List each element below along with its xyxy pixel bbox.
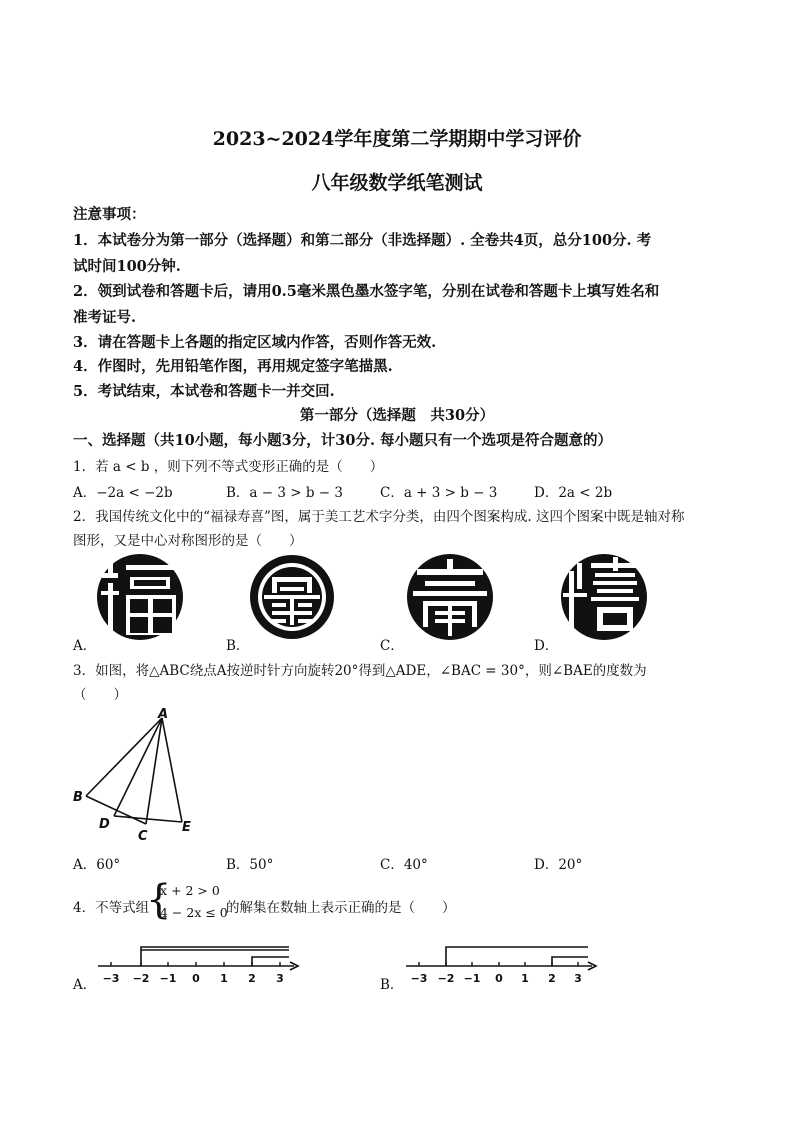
section-heading: 一、选择题（共10小题，每小题3分，计30分. 每小题只有一个选项是符合题意的） xyxy=(73,432,613,449)
tick-label: 0 xyxy=(495,972,503,985)
question-4-prefix: 4．不等式组 xyxy=(73,900,150,916)
tick-label: −2 xyxy=(437,972,455,985)
note-line: 3．请在答题卡上各题的指定区域内作答，否则作答无效. xyxy=(73,334,437,351)
notes-heading: 注意事项： xyxy=(73,206,146,223)
tick-label: 2 xyxy=(248,972,256,985)
note-line: 2．领到试卷和答题卡后，请用0.5毫米黑色墨水签字笔，分别在试卷和答题卡上填写姓名和 xyxy=(73,283,660,300)
q2-option-d: D． xyxy=(534,638,559,654)
rotation-triangle-figure xyxy=(70,704,200,846)
note-line: 5．考试结束，本试卷和答题卡一并交回. xyxy=(73,383,335,400)
q1-option-c: C．a + 3 > b − 3 xyxy=(380,485,498,501)
system-line-2: 4 − 2x ≤ 0 xyxy=(160,905,228,920)
vertex-label-b: B xyxy=(73,790,83,805)
tick-label: 3 xyxy=(276,972,284,985)
number-line-a xyxy=(94,940,306,990)
q3-option-a: A．60° xyxy=(73,857,121,873)
q1-option-b: B．a − 3 > b − 3 xyxy=(226,485,343,501)
exam-subtitle: 八年级数学纸笔测试 xyxy=(311,172,483,194)
question-3-stem: 3．如图，将△ABC绕点A按逆时针方向旋转20°得到△ADE，∠BAC = 30°，则∠BAE的度数为 xyxy=(73,663,647,679)
q1-option-d: D．2a < 2b xyxy=(534,485,613,501)
q2-option-b: B． xyxy=(226,638,250,654)
lu-character-icon xyxy=(250,553,334,641)
tick-label: −3 xyxy=(102,972,120,985)
system-line-1: x + 2 > 0 xyxy=(160,883,220,898)
tick-label: −1 xyxy=(159,972,177,985)
shou-character-icon xyxy=(405,553,495,641)
tick-label: −1 xyxy=(463,972,481,985)
question-2-stem: 2．我国传统文化中的“福禄寿喜”图，属于美工艺术字分类，由四个图案构成. 这四个图案中既是轴对称 xyxy=(73,509,685,525)
xi-character-icon xyxy=(559,553,649,641)
question-4-suffix: 的解集在数轴上表示正确的是（ ） xyxy=(226,900,456,916)
vertex-label-e: E xyxy=(182,820,191,835)
question-3-stem-cont: （ ） xyxy=(73,687,127,703)
vertex-label-d: D xyxy=(99,817,110,832)
q2-option-c: C． xyxy=(380,638,404,654)
part-heading: 第一部分（选择题 共30分） xyxy=(299,407,495,424)
q3-option-c: C．40° xyxy=(380,857,428,873)
q4-option-b: B． xyxy=(380,977,404,993)
exam-title: 2023~2024学年度第二学期期中学习评价 xyxy=(212,128,582,150)
tick-label: 0 xyxy=(192,972,200,985)
number-line-b xyxy=(402,940,604,990)
tick-label: −2 xyxy=(132,972,150,985)
question-1-stem: 1．若 a < b ，则下列不等式变形正确的是（ ） xyxy=(73,459,384,475)
note-line: 1．本试卷分为第一部分（选择题）和第二部分（非选择题）. 全卷共4页，总分100分. 考 xyxy=(73,232,652,249)
note-line: 试时间100分钟. xyxy=(73,258,181,275)
tick-label: 1 xyxy=(521,972,529,985)
vertex-label-a: A xyxy=(158,707,169,722)
q1-option-a: A．−2a < −2b xyxy=(73,485,173,501)
q4-option-a: A． xyxy=(73,977,97,993)
q3-option-d: D．20° xyxy=(534,857,583,873)
q2-option-a: A． xyxy=(73,638,97,654)
system-brace: { xyxy=(146,877,172,923)
tick-label: −3 xyxy=(410,972,428,985)
tick-label: 2 xyxy=(548,972,556,985)
note-line: 准考证号. xyxy=(73,309,137,326)
note-line: 4．作图时，先用铅笔作图，再用规定签字笔描黑. xyxy=(73,358,393,375)
q3-option-b: B．50° xyxy=(226,857,274,873)
tick-label: 1 xyxy=(220,972,228,985)
question-2-stem-cont: 图形，又是中心对称图形的是（ ） xyxy=(73,533,303,549)
tick-label: 3 xyxy=(574,972,582,985)
fu-character-icon xyxy=(96,553,184,641)
vertex-label-c: C xyxy=(138,829,148,844)
